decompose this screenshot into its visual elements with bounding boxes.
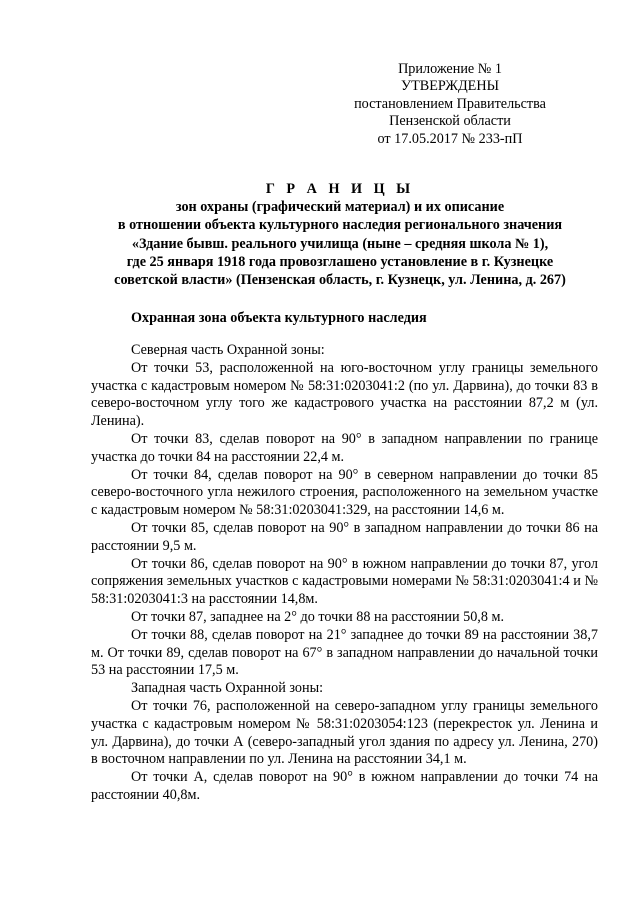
body-paragraph: От точки 84, сделав поворот на 90° в северном направлении до точки 85 северо-восточного угла нежилого строения, расположенного на земельном участке с кадастровым номером № 58:31:0203041:329, на расстоянии 14,6 м. (91, 466, 598, 519)
body-paragraph: От точки 88, сделав поворот на 21° западнее до точки 89 на расстоянии 38,7 м. От точки 89, сделав поворот на 67° в западном направлении до начальной точки 53 на расстоянии 17,5 м. (91, 626, 598, 679)
title-heading: Г Р А Н И Ц Ы (265, 181, 415, 197)
body-paragraph: От точки 85, сделав поворот на 90° в западном направлении до точки 86 на расстоянии 9,5 м. (91, 519, 598, 554)
title-line: «Здание бывш. реального училища (ныне – средняя школа № 1), (131, 235, 549, 252)
approval-block (330, 61, 570, 148)
title-line: где 25 января 1918 года провозглашено установление в г. Кузнецке (126, 253, 554, 270)
section-heading: Охранная зона объекта культурного наследия (131, 310, 427, 326)
body-paragraph: От точки 76, расположенной на северо-западном углу границы земельного участка с кадастровым номером № 58:31:0203054:123 (перекресток ул. Ленина и ул. Дарвина), до точки А (северо-западный угол здания по адресу ул. Ленина, 270) в восточном направлении по ул. Ленина на расстоянии 34,1 м. (91, 697, 598, 768)
body-paragraph: От точки 53, расположенной на юго-восточном углу границы земельного участка с кадастровым номером № 58:31:0203041:2 (по ул. Дарвина), до точки 83 в северо-восточном углу того же кадастрового участка на расстоянии 87,2 м (ул. Ленина). (91, 359, 598, 430)
title-line: зон охраны (графический материал) и их описание (175, 199, 505, 216)
approval-date-number: от 17.05.2017 № 233-пП (377, 130, 523, 147)
title-line: советской власти» (Пензенская область, г. Кузнецк, ул. Ленина, д. 267) (114, 272, 566, 289)
body-paragraph: От точки А, сделав поворот на 90° в южном направлении до точки 74 на расстоянии 40,8м. (91, 769, 598, 803)
body-paragraph: От точки 87, западнее на 2° до точки 88 на расстоянии 50,8 м. (131, 608, 504, 625)
body-paragraph: От точки 86, сделав поворот на 90° в южном направлении до точки 87, угол сопряжения земельных участков с кадастровыми номерами № 58:31:0203041:4 и № 58:31:0203041:3 на расстоянии 14,8м. (91, 555, 598, 608)
subsection-heading-west: Западная часть Охранной зоны: (131, 680, 324, 697)
appendix-number: Приложение № 1 (398, 61, 502, 77)
document-body (91, 342, 598, 805)
title-line: в отношении объекта культурного наследия регионального значения (117, 217, 563, 234)
subsection-heading-north: Северная часть Охранной зоны: (131, 342, 325, 358)
body-paragraph: От точки 83, сделав поворот на 90° в западном направлении по границе участка до точки 84 на расстоянии 22,4 м. (91, 430, 598, 465)
document-title (60, 180, 620, 289)
approved-region: Пензенской области (389, 113, 511, 130)
approved-by: постановлением Правительства (354, 95, 546, 112)
approved-label: УТВЕРЖДЕНЫ (401, 78, 499, 95)
